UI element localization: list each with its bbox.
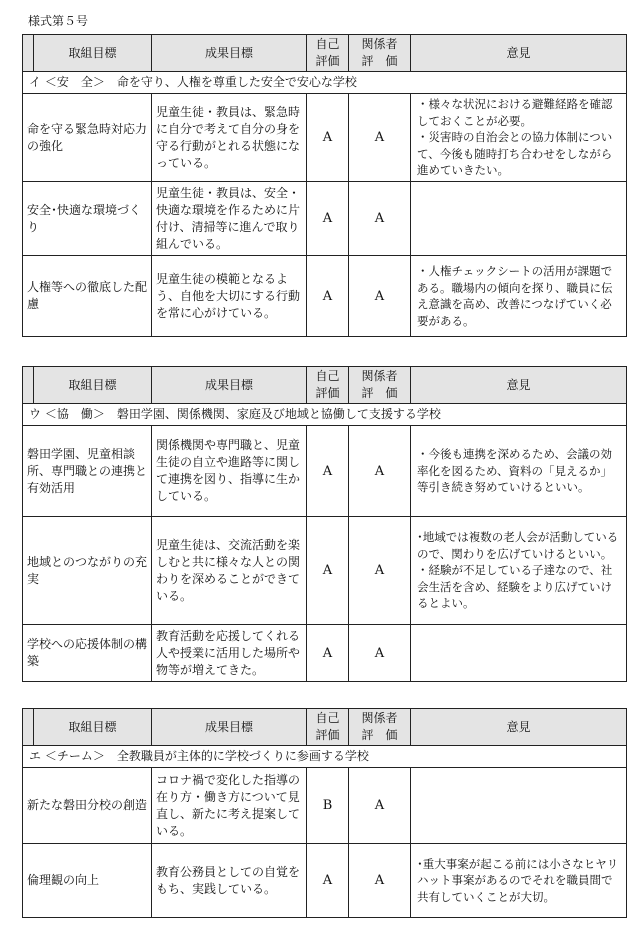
table-row (23, 94, 627, 182)
opinion-cell (411, 256, 627, 337)
target-cell: 児童生徒・教員は、安全・快適な環境を作るために片付け、清掃等に進んで取り組んでいる。 (152, 182, 307, 256)
header-target: 成果目標 (152, 35, 307, 72)
header-related-eval: 関係者 評 価 (349, 35, 411, 72)
opinion-line: ・災害時の自治会との協力体制について、今後も随時打ち合わせをしながら進めていきたい。 (417, 130, 613, 178)
target-cell: 児童生徒は、交流活動を楽しむと共に様々な人との関わりを深めることができている。 (152, 517, 307, 625)
opinion-line: ・様々な状況における避難経路を確認しておくことが必要。 (417, 97, 613, 128)
evaluation-table-safety (22, 34, 627, 337)
goal-cell: 地域とのつながりの充実 (23, 517, 152, 625)
header-target: 成果目標 (152, 367, 307, 404)
header-related-eval: 関係者 評 価 (349, 709, 411, 746)
self-eval-cell: A (307, 625, 349, 682)
self-eval-cell: A (307, 844, 349, 918)
table-header-row (23, 367, 627, 404)
section-title: エ ＜チーム＞ 全教職員が主体的に学校づくりに参画する学校 (23, 746, 627, 768)
header-goal: 取組目標 (34, 709, 152, 746)
self-eval-cell: A (307, 182, 349, 256)
goal-cell: 倫理観の向上 (23, 844, 152, 918)
table-header-row (23, 709, 627, 746)
self-eval-cell: A (307, 256, 349, 337)
table-row (23, 625, 627, 682)
self-eval-cell: A (307, 426, 349, 517)
header-goal: 取組目標 (34, 367, 152, 404)
goal-cell: 安全･快適な環境づくり (23, 182, 152, 256)
opinion-line: ・今後も連携を深めるため、会議の効率化を図るため、資料の「見えるか」等引き続き努めていけるといい。 (417, 447, 613, 495)
self-eval-cell: A (307, 94, 349, 182)
opinion-line: ・人権チェックシートの活用が課題である。職場内の傾向を探り、職員に伝え意識を高め、改善につなげていく必要がある。 (417, 264, 613, 328)
header-self-eval: 自己 評価 (307, 709, 349, 746)
target-cell: 児童生徒・教員は、緊急時に自分で考えて自分の身を守る行動がとれる状態になっている。 (152, 94, 307, 182)
evaluation-table-team (22, 708, 627, 918)
related-eval-cell: A (349, 625, 411, 682)
related-eval-cell: A (349, 768, 411, 844)
table-row (23, 256, 627, 337)
related-eval-cell: A (349, 94, 411, 182)
opinion-cell (411, 94, 627, 182)
header-opinion: 意見 (411, 709, 627, 746)
opinion-cell (411, 182, 627, 256)
form-number: 様式第５号 (28, 14, 89, 28)
target-cell: コロナ禍で変化した指導の在り方・働き方について見直し、新たに考え提案している。 (152, 768, 307, 844)
header-opinion: 意見 (411, 367, 627, 404)
table-row (23, 182, 627, 256)
self-eval-cell: B (307, 768, 349, 844)
opinion-cell (411, 768, 627, 844)
table-row (23, 426, 627, 517)
related-eval-cell: A (349, 517, 411, 625)
table-row (23, 844, 627, 918)
header-self-eval: 自己 評価 (307, 367, 349, 404)
header-self-eval: 自己 評価 (307, 35, 349, 72)
opinion-cell (411, 625, 627, 682)
opinion-line: ･重大事案が起こる前には小さなヒヤリハット事案があるのでそれを職員間で共有していくことが大切。 (417, 856, 619, 904)
related-eval-cell: A (349, 256, 411, 337)
header-related-eval: 関係者 評 価 (349, 367, 411, 404)
goal-cell: 磐田学園、児童相談所、専門職との連携と有効活用 (23, 426, 152, 517)
header-spacer (23, 35, 34, 72)
section-title: イ ＜安 全＞ 命を守り、人権を尊重した安全で安心な学校 (23, 72, 627, 94)
target-cell: 教育公務員としての自覚をもち、実践している。 (152, 844, 307, 918)
section-title: ウ ＜協 働＞ 磐田学園、関係機関、家庭及び地域と協働して支援する学校 (23, 404, 627, 426)
table-row (23, 517, 627, 625)
header-spacer (23, 367, 34, 404)
evaluation-table-collaboration (22, 366, 627, 682)
opinion-line: ･地域では複数の老人会が活動しているので、関わりを広げていけるといい。 (417, 530, 619, 561)
goal-cell: 命を守る緊急時対応力の強化 (23, 94, 152, 182)
target-cell: 児童生徒の模範となるよう、自他を大切にする行動を常に心がけている。 (152, 256, 307, 337)
related-eval-cell: A (349, 426, 411, 517)
header-spacer (23, 709, 34, 746)
opinion-cell (411, 426, 627, 517)
goal-cell: 学校への応援体制の構築 (23, 625, 152, 682)
opinion-cell (411, 517, 627, 625)
header-opinion: 意見 (411, 35, 627, 72)
target-cell: 関係機関や専門職と、児童生徒の自立や進路等に関して連携を図り、指導に生かしている。 (152, 426, 307, 517)
opinion-line: ・経験が不足している子達なので、社会生活を含め、経験をより広げていけるとよい。 (417, 563, 613, 611)
related-eval-cell: A (349, 844, 411, 918)
table-header-row (23, 35, 627, 72)
target-cell: 教育活動を応援してくれる人や授業に活用した場所や物等が増えてきた。 (152, 625, 307, 682)
goal-cell: 新たな磐田分校の創造 (23, 768, 152, 844)
related-eval-cell: A (349, 182, 411, 256)
header-target: 成果目標 (152, 709, 307, 746)
self-eval-cell: A (307, 517, 349, 625)
header-goal: 取組目標 (34, 35, 152, 72)
table-row (23, 768, 627, 844)
goal-cell: 人権等への徹底した配慮 (23, 256, 152, 337)
opinion-cell (411, 844, 627, 918)
